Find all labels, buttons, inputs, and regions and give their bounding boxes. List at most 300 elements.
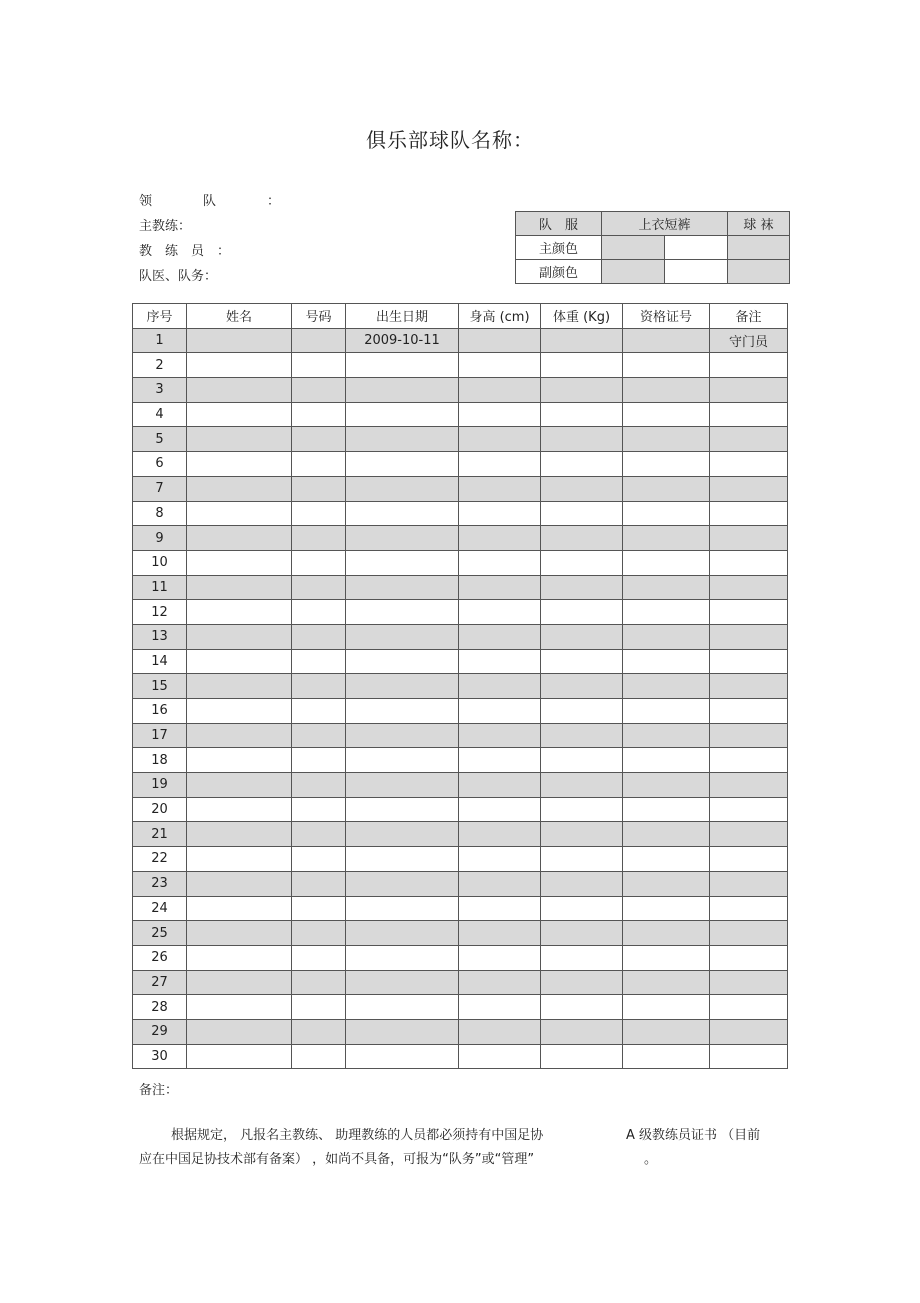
table-cell[interactable] [623, 945, 710, 970]
table-cell[interactable] [541, 328, 623, 353]
table-cell[interactable] [710, 353, 788, 378]
table-cell[interactable] [346, 995, 459, 1020]
table-cell[interactable] [187, 353, 292, 378]
table-cell[interactable] [346, 723, 459, 748]
table-row [133, 896, 788, 921]
table-cell[interactable] [710, 748, 788, 773]
table-cell[interactable] [346, 896, 459, 921]
table-cell[interactable] [541, 995, 623, 1020]
table-cell[interactable] [541, 476, 623, 501]
table-cell[interactable] [292, 995, 346, 1020]
table-cell[interactable] [710, 402, 788, 427]
table-cell[interactable] [623, 797, 710, 822]
table-row [133, 1019, 788, 1044]
table-cell[interactable] [541, 699, 623, 724]
table-cell[interactable] [346, 624, 459, 649]
table-row [133, 847, 788, 872]
table-cell[interactable] [459, 501, 541, 526]
table-cell[interactable]: 2009-10-11 [346, 328, 459, 353]
table-cell: 6 [133, 452, 187, 477]
column-header: 备注 [710, 304, 788, 329]
table-cell[interactable] [541, 526, 623, 551]
table-cell[interactable] [710, 476, 788, 501]
table-cell: 28 [133, 995, 187, 1020]
table-cell[interactable] [187, 699, 292, 724]
table-cell: 3 [133, 378, 187, 403]
table-cell[interactable] [459, 402, 541, 427]
table-row [133, 600, 788, 625]
table-cell[interactable] [459, 526, 541, 551]
table-cell[interactable] [346, 501, 459, 526]
table-cell: 19 [133, 773, 187, 798]
table-cell[interactable] [187, 723, 292, 748]
table-cell[interactable] [623, 723, 710, 748]
table-cell[interactable] [346, 773, 459, 798]
table-cell[interactable] [710, 526, 788, 551]
table-cell[interactable] [346, 797, 459, 822]
page-title: 俱乐部球队名称： [366, 128, 534, 152]
table-cell[interactable] [459, 847, 541, 872]
table-cell[interactable] [187, 575, 292, 600]
table-cell: 1 [133, 328, 187, 353]
notes-text: 根据规定， 凡报名主教练、 助理教练的人员都必须持有中国足协 [171, 1128, 544, 1143]
table-cell[interactable] [623, 970, 710, 995]
table-cell[interactable] [459, 427, 541, 452]
table-cell[interactable] [187, 452, 292, 477]
table-cell[interactable] [710, 1044, 788, 1069]
table-cell[interactable] [292, 970, 346, 995]
table-cell: 16 [133, 699, 187, 724]
table-cell[interactable] [292, 452, 346, 477]
table-cell[interactable] [187, 328, 292, 353]
table-cell[interactable] [292, 723, 346, 748]
table-cell[interactable] [459, 328, 541, 353]
table-cell[interactable] [459, 797, 541, 822]
table-row [133, 970, 788, 995]
kit-row-secondary [516, 260, 790, 284]
table-cell[interactable] [623, 600, 710, 625]
table-cell[interactable] [710, 871, 788, 896]
table-cell[interactable] [292, 353, 346, 378]
table-cell[interactable] [541, 427, 623, 452]
table-cell[interactable] [541, 748, 623, 773]
table-cell[interactable] [292, 501, 346, 526]
table-row [133, 945, 788, 970]
table-cell[interactable] [623, 550, 710, 575]
table-row [133, 797, 788, 822]
table-row [133, 624, 788, 649]
table-cell: 10 [133, 550, 187, 575]
table-cell[interactable] [710, 550, 788, 575]
staff-leader-label: 领队： [139, 194, 332, 209]
table-cell: 26 [133, 945, 187, 970]
table-cell[interactable] [459, 945, 541, 970]
staff-coach-label: 教练员： [139, 244, 244, 259]
table-cell: 8 [133, 501, 187, 526]
table-cell[interactable] [710, 575, 788, 600]
table-row [133, 822, 788, 847]
table-cell[interactable] [187, 526, 292, 551]
table-cell[interactable] [187, 945, 292, 970]
table-cell[interactable] [623, 1019, 710, 1044]
table-cell[interactable] [292, 649, 346, 674]
table-cell[interactable] [346, 1044, 459, 1069]
table-row [133, 723, 788, 748]
table-cell[interactable] [292, 378, 346, 403]
column-header: 资格证号 [623, 304, 710, 329]
table-cell[interactable] [187, 797, 292, 822]
notes-text: 。 [644, 1152, 658, 1167]
table-cell[interactable] [292, 748, 346, 773]
table-cell[interactable] [623, 896, 710, 921]
table-cell[interactable] [623, 476, 710, 501]
table-cell[interactable] [541, 575, 623, 600]
table-cell[interactable] [292, 896, 346, 921]
table-row [133, 674, 788, 699]
table-cell[interactable] [346, 649, 459, 674]
column-header: 体重 (Kg) [541, 304, 623, 329]
table-row [133, 526, 788, 551]
kit-header-cell: 上衣短裤 [602, 212, 728, 236]
table-cell[interactable] [623, 847, 710, 872]
table-cell[interactable] [459, 1044, 541, 1069]
table-cell[interactable] [541, 550, 623, 575]
table-row [133, 476, 788, 501]
table-cell[interactable] [710, 649, 788, 674]
table-cell[interactable]: 守门员 [710, 328, 788, 353]
table-cell[interactable] [292, 1019, 346, 1044]
table-cell[interactable] [541, 649, 623, 674]
table-row [133, 550, 788, 575]
table-cell[interactable] [623, 501, 710, 526]
table-cell[interactable] [346, 871, 459, 896]
table-cell[interactable] [541, 600, 623, 625]
table-cell[interactable] [623, 649, 710, 674]
table-cell[interactable] [346, 353, 459, 378]
table-cell[interactable] [346, 427, 459, 452]
table-cell[interactable] [623, 748, 710, 773]
kit-row-label: 主颜色 [516, 236, 602, 260]
table-cell[interactable] [541, 797, 623, 822]
table-cell[interactable] [710, 600, 788, 625]
table-cell[interactable] [346, 970, 459, 995]
table-cell: 21 [133, 822, 187, 847]
table-cell[interactable] [541, 773, 623, 798]
table-cell: 15 [133, 674, 187, 699]
notes-label: 备注： [139, 1083, 179, 1098]
table-cell[interactable] [187, 1044, 292, 1069]
table-cell[interactable] [541, 871, 623, 896]
table-cell[interactable] [187, 1019, 292, 1044]
table-cell[interactable] [187, 822, 292, 847]
table-cell[interactable] [346, 600, 459, 625]
table-cell[interactable] [187, 921, 292, 946]
table-cell: 23 [133, 871, 187, 896]
table-cell: 24 [133, 896, 187, 921]
table-cell[interactable] [346, 674, 459, 699]
table-row [133, 353, 788, 378]
table-row [133, 452, 788, 477]
table-cell[interactable] [541, 402, 623, 427]
table-cell[interactable] [292, 674, 346, 699]
table-cell[interactable] [541, 970, 623, 995]
table-cell[interactable] [541, 1044, 623, 1069]
kit-row-label: 副颜色 [516, 260, 602, 284]
table-cell[interactable] [623, 995, 710, 1020]
table-cell[interactable] [292, 822, 346, 847]
table-cell[interactable] [292, 550, 346, 575]
table-cell[interactable] [292, 847, 346, 872]
kit-cell[interactable] [602, 260, 665, 284]
table-cell[interactable] [459, 649, 541, 674]
table-cell[interactable] [710, 1019, 788, 1044]
table-cell[interactable] [292, 328, 346, 353]
table-cell: 13 [133, 624, 187, 649]
column-header: 身高 (cm) [459, 304, 541, 329]
kit-color-table [515, 211, 790, 284]
table-cell[interactable] [292, 600, 346, 625]
table-cell[interactable] [541, 624, 623, 649]
table-cell[interactable] [292, 773, 346, 798]
kit-cell[interactable] [665, 236, 728, 260]
table-cell[interactable] [459, 575, 541, 600]
table-cell[interactable] [623, 624, 710, 649]
kit-header-cell: 球 袜 [728, 212, 790, 236]
staff-head-coach-label: 主教练： [139, 219, 192, 234]
table-cell: 14 [133, 649, 187, 674]
kit-header-row [516, 212, 790, 236]
table-cell[interactable] [623, 674, 710, 699]
table-cell[interactable] [541, 452, 623, 477]
table-cell[interactable] [187, 995, 292, 1020]
table-cell: 11 [133, 575, 187, 600]
table-cell[interactable] [541, 723, 623, 748]
table-row [133, 649, 788, 674]
table-row [133, 871, 788, 896]
table-cell[interactable] [459, 452, 541, 477]
table-cell[interactable] [710, 624, 788, 649]
table-cell[interactable] [541, 945, 623, 970]
table-cell[interactable] [187, 378, 292, 403]
table-cell[interactable] [292, 871, 346, 896]
roster-body [133, 328, 788, 1069]
table-cell[interactable] [623, 871, 710, 896]
table-cell[interactable] [541, 847, 623, 872]
table-cell: 12 [133, 600, 187, 625]
table-cell[interactable] [710, 847, 788, 872]
table-cell[interactable] [623, 1044, 710, 1069]
table-cell[interactable] [187, 501, 292, 526]
kit-cell[interactable] [728, 260, 790, 284]
table-row [133, 1044, 788, 1069]
table-cell[interactable] [459, 748, 541, 773]
table-cell: 17 [133, 723, 187, 748]
table-cell[interactable] [346, 476, 459, 501]
table-cell[interactable] [346, 452, 459, 477]
table-cell[interactable] [187, 427, 292, 452]
table-cell[interactable] [710, 427, 788, 452]
table-cell[interactable] [459, 378, 541, 403]
table-cell[interactable] [292, 575, 346, 600]
kit-row-primary [516, 236, 790, 260]
table-cell: 2 [133, 353, 187, 378]
table-cell[interactable] [623, 427, 710, 452]
table-cell[interactable] [623, 699, 710, 724]
table-cell[interactable] [292, 526, 346, 551]
table-cell[interactable] [187, 624, 292, 649]
table-cell[interactable] [187, 674, 292, 699]
table-cell[interactable] [710, 773, 788, 798]
table-cell[interactable] [710, 674, 788, 699]
table-cell[interactable] [292, 476, 346, 501]
table-cell[interactable] [710, 921, 788, 946]
table-cell[interactable] [623, 328, 710, 353]
table-cell[interactable] [459, 353, 541, 378]
table-cell: 22 [133, 847, 187, 872]
column-header: 姓名 [187, 304, 292, 329]
table-row [133, 575, 788, 600]
table-cell[interactable] [346, 921, 459, 946]
table-row [133, 773, 788, 798]
notes-text: 应在中国足协技术部有备案） ，如尚不具备，可报为“队务”或“管理” [139, 1152, 535, 1167]
table-cell: 7 [133, 476, 187, 501]
table-cell[interactable] [623, 822, 710, 847]
table-cell[interactable] [710, 452, 788, 477]
table-cell[interactable] [187, 970, 292, 995]
table-cell[interactable] [710, 699, 788, 724]
table-cell[interactable] [346, 945, 459, 970]
table-cell[interactable] [710, 822, 788, 847]
table-cell[interactable] [292, 402, 346, 427]
table-cell[interactable] [459, 600, 541, 625]
table-row [133, 921, 788, 946]
table-cell: 30 [133, 1044, 187, 1069]
table-cell[interactable] [541, 896, 623, 921]
table-cell[interactable] [459, 970, 541, 995]
table-cell: 29 [133, 1019, 187, 1044]
table-row [133, 995, 788, 1020]
table-cell[interactable] [710, 995, 788, 1020]
table-cell[interactable] [187, 871, 292, 896]
table-cell[interactable] [187, 847, 292, 872]
table-cell[interactable] [292, 921, 346, 946]
table-cell[interactable] [459, 476, 541, 501]
table-cell[interactable] [459, 871, 541, 896]
table-cell[interactable] [623, 402, 710, 427]
table-cell[interactable] [623, 575, 710, 600]
table-cell[interactable] [459, 550, 541, 575]
table-cell[interactable] [623, 452, 710, 477]
table-cell[interactable] [541, 674, 623, 699]
table-cell[interactable] [187, 600, 292, 625]
table-cell[interactable] [346, 378, 459, 403]
table-cell[interactable] [459, 995, 541, 1020]
table-cell[interactable] [459, 624, 541, 649]
table-cell[interactable] [346, 526, 459, 551]
table-cell[interactable] [187, 402, 292, 427]
column-header: 出生日期 [346, 304, 459, 329]
table-cell[interactable] [187, 550, 292, 575]
table-row [133, 378, 788, 403]
table-cell[interactable] [346, 402, 459, 427]
table-cell: 9 [133, 526, 187, 551]
table-cell[interactable] [710, 945, 788, 970]
table-cell[interactable] [459, 896, 541, 921]
column-header: 号码 [292, 304, 346, 329]
table-cell[interactable] [710, 378, 788, 403]
table-cell: 25 [133, 921, 187, 946]
column-header: 序号 [133, 304, 187, 329]
table-cell[interactable] [710, 723, 788, 748]
table-cell[interactable] [292, 945, 346, 970]
table-row [133, 402, 788, 427]
table-cell[interactable] [346, 550, 459, 575]
roster-table [132, 303, 788, 1069]
table-cell[interactable] [187, 896, 292, 921]
kit-cell[interactable] [728, 236, 790, 260]
table-cell: 18 [133, 748, 187, 773]
table-row [133, 748, 788, 773]
kit-cell[interactable] [665, 260, 728, 284]
table-cell[interactable] [541, 1019, 623, 1044]
table-cell[interactable] [187, 748, 292, 773]
kit-header-cell: 队 服 [516, 212, 602, 236]
table-cell[interactable] [623, 378, 710, 403]
table-cell[interactable] [292, 624, 346, 649]
roster-header-row [133, 304, 788, 329]
table-cell[interactable] [541, 921, 623, 946]
table-cell[interactable] [710, 501, 788, 526]
table-cell[interactable] [459, 723, 541, 748]
table-cell[interactable] [541, 822, 623, 847]
table-cell[interactable] [292, 699, 346, 724]
table-cell: 4 [133, 402, 187, 427]
table-cell[interactable] [459, 699, 541, 724]
table-cell[interactable] [346, 1019, 459, 1044]
table-cell[interactable] [710, 797, 788, 822]
table-cell[interactable] [541, 378, 623, 403]
table-cell[interactable] [346, 575, 459, 600]
table-cell[interactable] [292, 797, 346, 822]
table-cell: 27 [133, 970, 187, 995]
table-cell[interactable] [346, 748, 459, 773]
table-cell[interactable] [346, 699, 459, 724]
table-cell[interactable] [187, 773, 292, 798]
staff-doctor-label: 队医、队务： [139, 269, 218, 284]
table-cell[interactable] [459, 773, 541, 798]
table-cell[interactable] [187, 476, 292, 501]
table-cell[interactable] [623, 526, 710, 551]
table-cell[interactable] [292, 1044, 346, 1069]
table-cell[interactable] [187, 649, 292, 674]
table-cell[interactable] [459, 1019, 541, 1044]
table-cell[interactable] [346, 847, 459, 872]
table-cell[interactable] [710, 896, 788, 921]
table-cell[interactable] [459, 822, 541, 847]
table-cell[interactable] [459, 921, 541, 946]
table-cell[interactable] [623, 353, 710, 378]
table-cell[interactable] [541, 501, 623, 526]
table-cell[interactable] [346, 822, 459, 847]
table-cell[interactable] [623, 921, 710, 946]
table-row [133, 699, 788, 724]
table-cell[interactable] [623, 773, 710, 798]
table-cell[interactable] [459, 674, 541, 699]
kit-cell[interactable] [602, 236, 665, 260]
table-cell[interactable] [541, 353, 623, 378]
table-cell[interactable] [292, 427, 346, 452]
table-cell[interactable] [710, 970, 788, 995]
